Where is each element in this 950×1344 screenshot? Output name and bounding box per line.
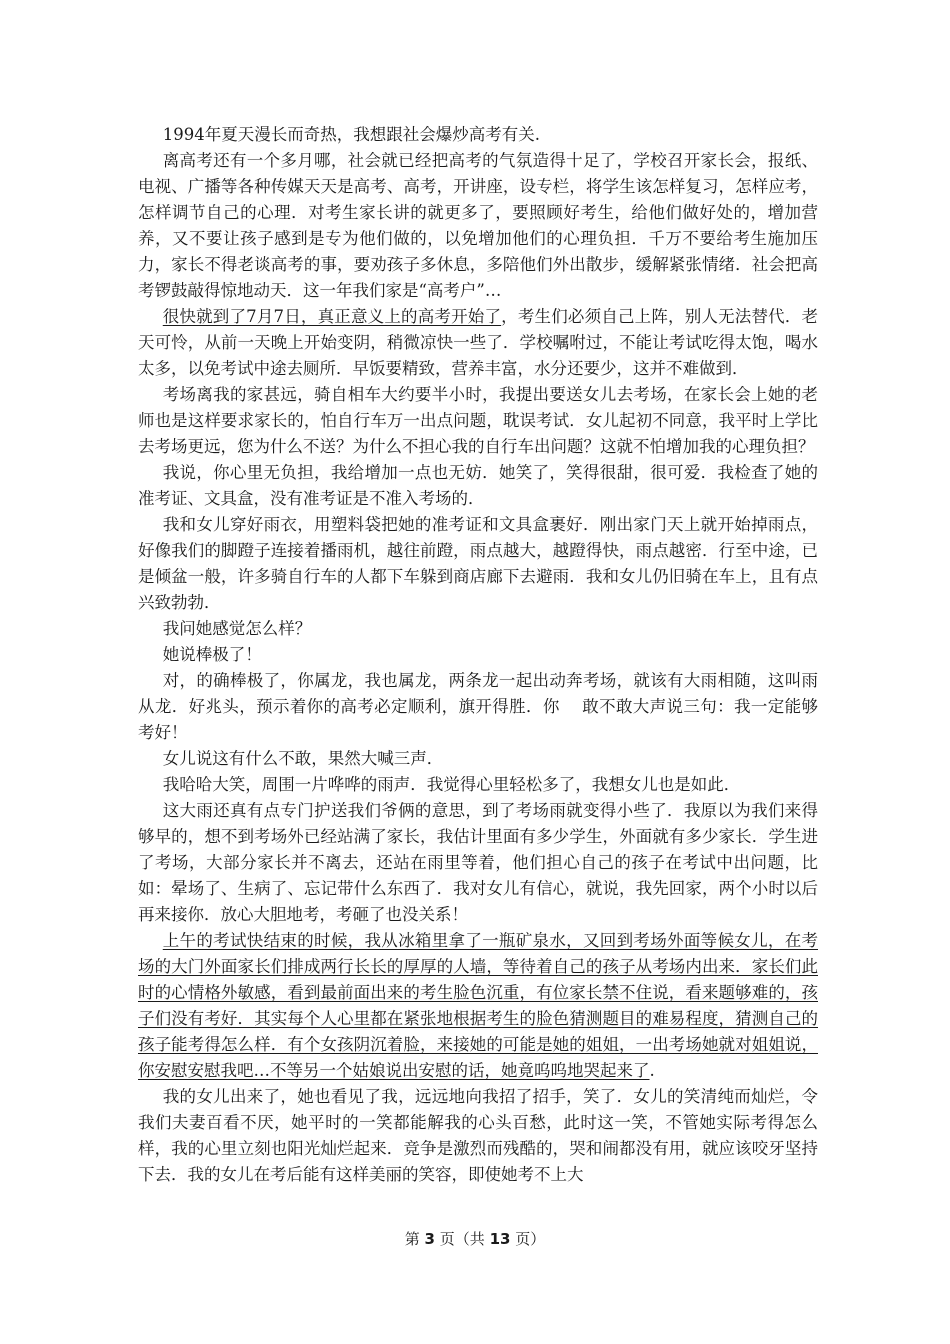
article-body — [138, 122, 818, 1188]
paragraph: 考场离我的家甚远，骑自相车大约要半小时，我提出要送女儿去考场，在家长会上她的老师也是这样要求家长的，怕自行车万一出点问题，耽误考试．女儿起初不同意，我平时上学比去考场更远，您为什么不送？为什么不担心我的自行车出问题？这就不怕增加我的心理负担？ — [138, 385, 818, 456]
footer-page-number: 3 — [424, 1230, 435, 1248]
underlined-sentence: 很快就到了7月7日，真正意义上的高考开始了 — [162, 307, 502, 326]
footer-total-pages: 13 — [489, 1230, 511, 1248]
paragraph: 对，的确棒极了，你属龙，我也属龙，两条龙一起出动奔考场，就该有大雨相随，这叫雨从龙．好兆头，预示着你的高考必定顺利，旗开得胜．你 敢不敢大声说三句：我一定能够考好！ — [138, 671, 818, 742]
paragraph: 她说棒极了！ — [162, 645, 262, 664]
paragraph: 我问她感觉怎么样？ — [162, 619, 312, 638]
paragraph: 我和女儿穿好雨衣，用塑料袋把她的准考证和文具盒裹好．刚出家门天上就开始掉雨点，好像我们的脚蹬子连接着播雨机，越往前蹬，雨点越大，越蹬得快，雨点越密．行至中途，已是倾盆一般，许多骑自行车的人都下车躲到商店廊下去避雨．我和女儿仍旧骑在车上，且有点兴致勃勃． — [138, 515, 818, 612]
paragraph: 我说，你心里无负担，我给增加一点也无妨．她笑了，笑得很甜，很可爱．我检查了她的准考证、文具盒，没有准考证是不准入考场的． — [138, 463, 818, 508]
paragraph: 1994年夏天漫长而奇热，我想跟社会爆炒高考有关. — [162, 125, 540, 144]
paragraph: 我哈哈大笑，周围一片哗哗的雨声．我觉得心里轻松多了，我想女儿也是如此． — [162, 775, 741, 794]
paragraph-end-mark: . — [649, 1061, 655, 1080]
paragraph — [138, 304, 818, 382]
paragraph: 我的女儿出来了，她也看见了我，远远地向我招了招手，笑了．女儿的笑清纯而灿烂，令我们夫妻百看不厌，她平时的一笑都能解我的心头百愁，此时这一笑，不管她实际考得怎么样，我的心里立刻也阳光灿烂起来．竞争是激烈而残酷的，哭和闹都没有用，就应该咬牙坚持下去．我的女儿在考后能有这样美丽的笑容，即使她考不上大 — [138, 1087, 818, 1184]
paragraph — [138, 928, 818, 1084]
paragraph: 这大雨还真有点专门护送我们爷俩的意思，到了考场雨就变得小些了．我原以为我们来得够早的，想不到考场外已经站满了家长，我估计里面有多少学生，外面就有多少家长．学生进了考场，大部分家长并不离去，还站在雨里等着，他们担心自己的孩子在考试中出问题，比如：晕场了、生病了、忘记带什么东西了．我对女儿有信心，就说，我先回家，两个小时以后再来接你．放心大胆地考，考砸了也没关系！ — [138, 801, 818, 924]
underlined-passage: 上午的考试快结束的时候，我从冰箱里拿了一瓶矿泉水，又回到考场外面等候女儿，在考场的大门外面家长们排成两行长长的厚厚的人墙，等待着自己的孩子从考场内出来．家长们此时的心情格外敏感，看到最前面出来的考生脸色沉重，有位家长禁不住说，看来题够难的，孩子们没有考好．其实每个人心里都在紧张地根据考生的脸色猜测题目的难易程度，猜测自己的孩子能考得怎么样．有个女孩阴沉着脸，来接她的可能是她的姐姐，一出考场她就对姐姐说，你安慰安慰我吧…不等另一个姑娘说出安慰的话，她竟呜呜地哭起来了 — [138, 931, 818, 1080]
paragraph: 女儿说这有什么不敢，果然大喊三声． — [162, 749, 444, 768]
footer-prefix: 第 — [404, 1230, 420, 1248]
paragraph-continuation: ，考生们必须自己上阵，别人无法替代．老天可怜，从前一天晚上开始变阴，稍微凉快一些了．学校嘱咐过，不能让考试吃得太饱，喝水太多，以免考试中途去厕所．早饭要精致，营养丰富，水分还要少，这并不难做到． — [138, 307, 819, 378]
footer-middle: 页（共 — [439, 1230, 485, 1248]
footer-suffix: 页） — [515, 1230, 546, 1248]
page-footer — [0, 1228, 950, 1249]
paragraph: 离高考还有一个多月哪，社会就已经把高考的气氛造得十足了，学校召开家长会，报纸、电视、广播等各种传媒天天是高考、高考，开讲座，设专栏，将学生该怎样复习，怎样应考，怎样调节自己的心理．对考生家长讲的就更多了，要照顾好考生，给他们做好处的，增加营养，又不要让孩子感到是专为他们做的，以免增加他们的心理负担．千万不要给考生施加压力，家长不得老谈高考的事，要劝孩子多休息，多陪他们外出散步，缓解紧张情绪．社会把高考锣鼓敲得惊地动天．这一年我们家是“高考户”… — [138, 151, 818, 300]
